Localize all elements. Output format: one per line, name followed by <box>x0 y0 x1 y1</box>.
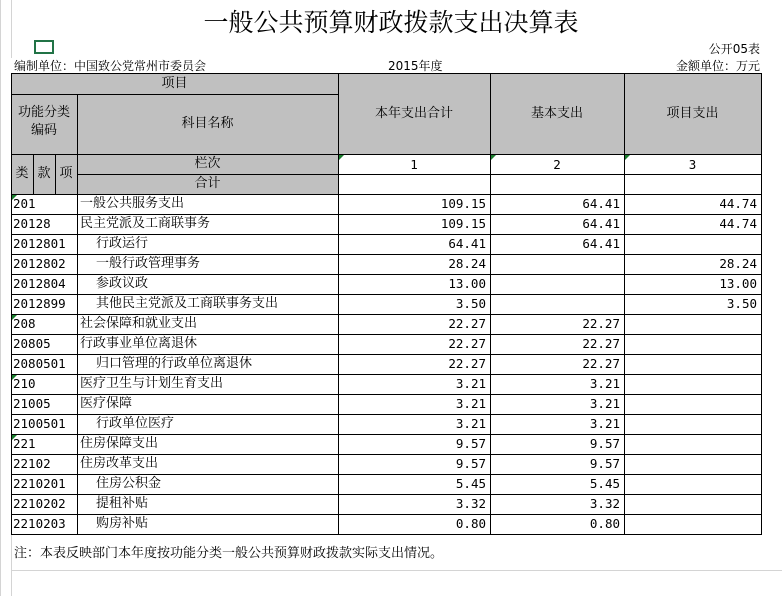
row-name: 社会保障和就业支出 <box>80 316 198 331</box>
header-func-code <box>11 104 77 144</box>
row-border <box>11 234 762 235</box>
row-code: 201 <box>13 196 36 211</box>
header-item: 项目 <box>161 76 188 91</box>
table-row[interactable] <box>0 434 782 454</box>
row-border <box>11 514 762 515</box>
row-border <box>11 274 762 275</box>
col-no-1: 1 <box>410 157 418 172</box>
row-total: 3.21 <box>455 396 486 411</box>
row-code: 2210203 <box>13 516 66 531</box>
row-total: 28.24 <box>448 256 486 271</box>
row-basic: 5.45 <box>589 476 620 491</box>
row-basic: 22.27 <box>582 356 620 371</box>
row-project: 44.74 <box>719 216 757 231</box>
row-basic: 64.41 <box>582 236 620 251</box>
row-border <box>11 314 762 315</box>
row-name: 归口管理的行政单位离退休 <box>96 356 253 371</box>
border-v-lei <box>33 154 34 194</box>
row-total: 9.57 <box>455 436 486 451</box>
border-h-top <box>11 73 762 74</box>
row-total: 22.27 <box>448 316 486 331</box>
table-row[interactable] <box>0 494 782 514</box>
row-border <box>11 334 762 335</box>
row-name: 其他民主党派及工商联事务支出 <box>96 296 279 311</box>
row-name: 住房改革支出 <box>80 456 159 471</box>
row-basic: 3.21 <box>589 376 620 391</box>
row-code: 2210201 <box>13 476 66 491</box>
header-col-project: 项目支出 <box>666 106 719 121</box>
row-border <box>11 214 762 215</box>
row-name: 行政单位医疗 <box>96 416 175 431</box>
table-row[interactable] <box>0 514 782 534</box>
row-basic: 3.21 <box>589 416 620 431</box>
row-border <box>11 254 762 255</box>
row-total: 64.41 <box>448 236 486 251</box>
report-year: 2015年度 <box>388 59 443 73</box>
table-row[interactable] <box>0 334 782 354</box>
row-code: 21005 <box>13 396 51 411</box>
row-basic: 9.57 <box>589 456 620 471</box>
unit-label: 编制单位：中国致公党常州市委员会 <box>14 59 207 73</box>
row-name: 行政运行 <box>96 236 149 251</box>
row-total: 13.00 <box>448 276 486 291</box>
row-total: 3.21 <box>455 376 486 391</box>
border-h-lanci <box>77 174 762 175</box>
row-total: 109.15 <box>440 196 486 211</box>
row-basic: 22.27 <box>582 316 620 331</box>
row-code: 2012801 <box>13 236 66 251</box>
header-lanci: 栏次 <box>194 156 221 171</box>
row-name: 民主党派及工商联事务 <box>80 216 211 231</box>
row-border <box>11 414 762 415</box>
amount-unit: 金额单位：万元 <box>675 59 760 73</box>
border-h-bottom <box>11 534 762 535</box>
row-total: 5.45 <box>455 476 486 491</box>
row-code: 2080501 <box>13 356 66 371</box>
table-row[interactable] <box>0 274 782 294</box>
header-lei: 类 <box>15 166 29 181</box>
table-row[interactable] <box>0 354 782 374</box>
row-total: 109.15 <box>440 216 486 231</box>
table-row[interactable] <box>0 214 782 234</box>
row-total: 3.50 <box>455 296 486 311</box>
header-xiang: 项 <box>59 166 73 181</box>
row-border <box>11 294 762 295</box>
border-h-header <box>11 154 762 155</box>
row-name: 购房补贴 <box>96 516 149 531</box>
footer-note: 注：本表反映部门本年度按功能分类一般公共预算财政拨款实际支出情况。 <box>14 546 444 561</box>
header-func-code-text: 功能分类编码 <box>17 105 70 138</box>
row-border <box>11 474 762 475</box>
table-row[interactable] <box>0 394 782 414</box>
row-code: 22102 <box>13 456 51 471</box>
table-row[interactable] <box>0 374 782 394</box>
header-subject-name: 科目名称 <box>181 116 234 131</box>
row-project: 13.00 <box>719 276 757 291</box>
border-v-kuan <box>55 154 56 194</box>
row-code: 210 <box>13 376 36 391</box>
table-row[interactable] <box>0 294 782 314</box>
col-no-2: 2 <box>553 157 561 172</box>
row-code: 2012802 <box>13 256 66 271</box>
col-no-3: 3 <box>688 157 697 172</box>
row-project: 3.50 <box>726 296 757 311</box>
row-code: 20805 <box>13 336 51 351</box>
row-border <box>11 454 762 455</box>
row-total: 0.80 <box>455 516 486 531</box>
row-code: 2210202 <box>13 496 66 511</box>
row-total: 3.32 <box>455 496 486 511</box>
row-code: 20128 <box>13 216 51 231</box>
row-basic: 22.27 <box>582 336 620 351</box>
row-name: 住房公积金 <box>96 476 162 491</box>
row-basic: 64.41 <box>582 196 620 211</box>
header-col-total: 本年支出合计 <box>374 106 453 121</box>
row-basic: 3.32 <box>589 496 620 511</box>
table-row[interactable] <box>0 194 782 214</box>
row-total: 22.27 <box>448 336 486 351</box>
row-basic: 64.41 <box>582 216 620 231</box>
table-row[interactable] <box>0 254 782 274</box>
row-header-edge <box>0 0 1 596</box>
row-border <box>11 494 762 495</box>
report-title: 一般公共预算财政拨款支出决算表 <box>203 8 579 37</box>
border-h-item <box>11 94 338 95</box>
row-project: 28.24 <box>719 256 757 271</box>
row-border <box>11 374 762 375</box>
table-row[interactable] <box>0 414 782 434</box>
table-row[interactable] <box>0 234 782 254</box>
row-code: 208 <box>13 316 36 331</box>
gridline-v-footer <box>11 535 12 596</box>
row-border <box>11 354 762 355</box>
row-name: 一般公共服务支出 <box>80 196 185 211</box>
header-col-basic: 基本支出 <box>530 106 583 121</box>
row-code: 2100501 <box>13 416 66 431</box>
row-name: 提租补贴 <box>96 496 149 511</box>
row-border <box>11 434 762 435</box>
row-name: 一般行政管理事务 <box>96 256 201 271</box>
table-row[interactable] <box>0 474 782 494</box>
comment-marker <box>12 435 17 440</box>
header-kuan: 款 <box>37 166 51 181</box>
row-name: 行政事业单位离退休 <box>80 336 198 351</box>
comment-marker <box>339 155 344 160</box>
row-name: 医疗保障 <box>80 396 133 411</box>
row-code: 2012804 <box>13 276 66 291</box>
row-border <box>11 394 762 395</box>
row-basic: 3.21 <box>589 396 620 411</box>
comment-marker <box>12 375 17 380</box>
row-code: 2012899 <box>13 296 66 311</box>
row-name: 住房保障支出 <box>80 436 159 451</box>
gridline-h-footer <box>11 570 782 571</box>
row-code: 221 <box>13 436 36 451</box>
comment-marker <box>491 155 496 160</box>
comment-marker <box>625 155 630 160</box>
doc-code: 公开05表 <box>708 42 760 56</box>
data-rows <box>0 194 782 534</box>
comment-marker <box>12 315 17 320</box>
table-row[interactable] <box>0 454 782 474</box>
row-basic: 9.57 <box>589 436 620 451</box>
row-project: 44.74 <box>719 196 757 211</box>
table-row[interactable] <box>0 314 782 334</box>
row-total: 22.27 <box>448 356 486 371</box>
row-total: 3.21 <box>455 416 486 431</box>
row-name: 医疗卫生与计划生育支出 <box>80 376 224 391</box>
row-total: 9.57 <box>455 456 486 471</box>
row-name: 参政议政 <box>96 276 149 291</box>
row-basic: 0.80 <box>589 516 620 531</box>
header-heji: 合计 <box>194 176 221 191</box>
